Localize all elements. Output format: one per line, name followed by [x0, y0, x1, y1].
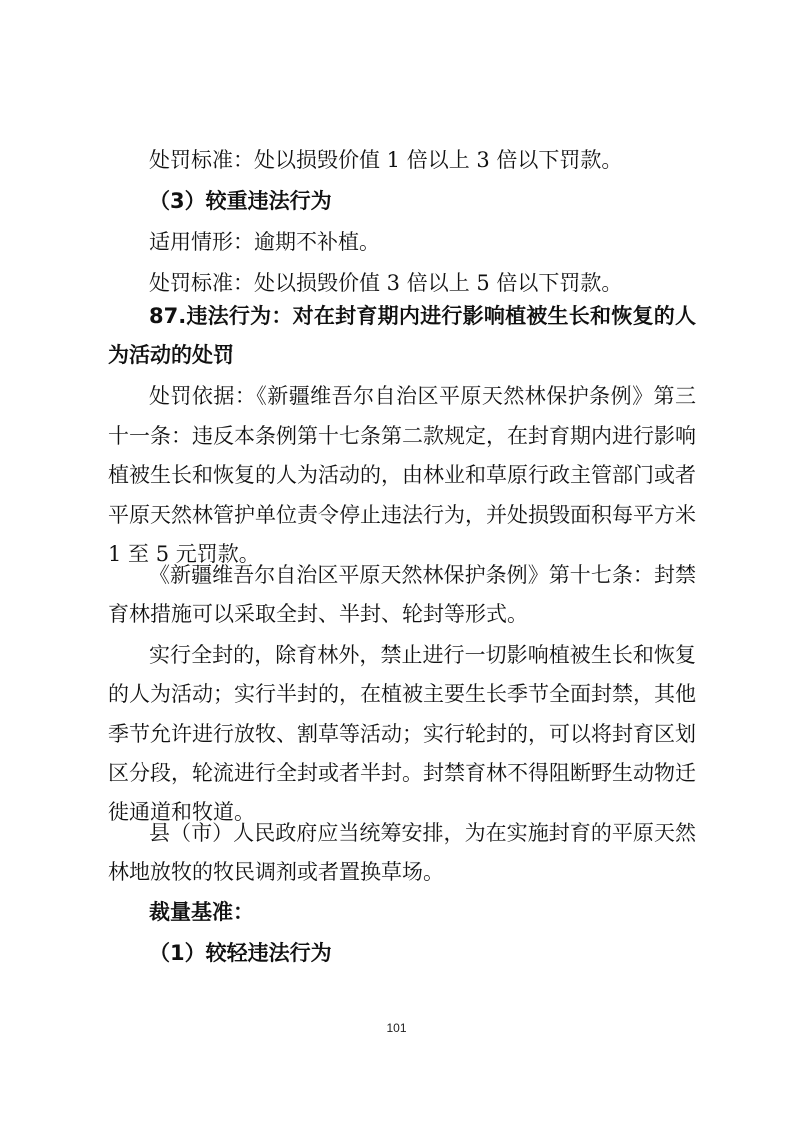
text-line: 实行全封的，除育林外，禁止进行一切影响植被生长和恢复: [149, 643, 696, 667]
text-line: 处罚依据：《新疆维吾尔自治区平原天然林保护条例》第三: [149, 384, 696, 408]
text-line: 处罚标准：处以损毁价值 1 倍以上 3 倍以下罚款。: [149, 148, 623, 172]
section-heading: 裁量基准：: [149, 900, 254, 924]
text-line: 区分段，轮流进行全封或者半封。封禁育林不得阻断野生动物迁: [108, 761, 696, 785]
text-line: 《新疆维吾尔自治区平原天然林保护条例》第十七条：封禁: [149, 563, 696, 587]
text-line: 1 至 5 元罚款。: [108, 542, 260, 566]
text-line: 适用情形：逾期不补植。: [149, 230, 380, 254]
item-heading: 87.违法行为：对在封育期内进行影响植被生长和恢复的人: [149, 304, 696, 328]
text-line: 平原天然林管护单位责令停止违法行为，并处损毁面积每平方米: [108, 503, 696, 527]
text-line: 的人为活动；实行半封的，在植被主要生长季节全面封禁，其他: [108, 682, 696, 706]
text-line: 十一条：违反本条例第十七条第二款规定，在封育期内进行影响: [108, 424, 696, 448]
text-line: 植被生长和恢复的人为活动的，由林业和草原行政主管部门或者: [108, 463, 696, 487]
text-line: 育林措施可以采取全封、半封、轮封等形式。: [108, 602, 528, 626]
text-line: 林地放牧的牧民调剂或者置换草场。: [108, 860, 444, 884]
item-heading: 为活动的处罚: [108, 343, 234, 367]
text-line: 徙通道和牧道。: [108, 800, 255, 824]
text-line: 处罚标准：处以损毁价值 3 倍以上 5 倍以下罚款。: [149, 271, 623, 295]
page-number: 101: [386, 1021, 407, 1035]
section-heading: （3）较重违法行为: [149, 189, 332, 213]
text-line: 季节允许进行放牧、割草等活动；实行轮封的，可以将封育区划: [108, 722, 696, 746]
text-line: 县（市）人民政府应当统筹安排，为在实施封育的平原天然: [149, 821, 696, 845]
section-heading: （1）较轻违法行为: [149, 941, 332, 965]
